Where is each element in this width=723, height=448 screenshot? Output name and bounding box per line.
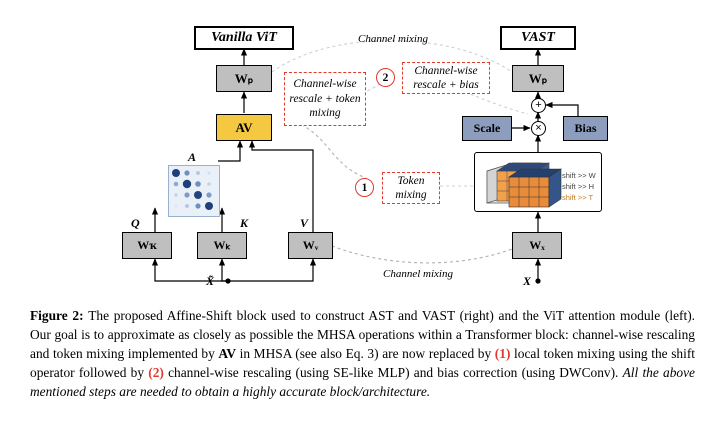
figure-caption: [30, 306, 695, 401]
caption-italic-tail: All the above mentioned steps are needed to obtain a highly accurate block/architecture.: [30, 365, 695, 400]
op-multiply: ×: [531, 121, 546, 136]
label-shift-w: shift >> W: [562, 171, 596, 180]
callout-rescale-token-mixing: Channel-wise rescale + token mixing: [284, 72, 366, 126]
callout-step-1: Token mixing: [382, 172, 440, 204]
label-shift-t: shift >> T: [562, 193, 594, 202]
step-1-marker: 1: [355, 178, 374, 197]
shift-operator-panel: [474, 152, 602, 212]
caption-segment-2: in MHSA (see also Eq. 3) are now replaced by: [236, 346, 495, 362]
node-wk: [197, 232, 247, 259]
caption-segment-4: channel-wise rescaling (using SE-like MLP) and bias correction (using DWConv).: [163, 365, 623, 381]
node-wx-right: [512, 232, 562, 259]
node-wk-label: Wₖ: [213, 238, 231, 252]
label-attention-matrix: A: [188, 150, 197, 164]
node-av: [216, 114, 272, 141]
annotation-channel-mixing-top: Channel mixing: [358, 33, 428, 45]
label-shift-h: shift >> H: [562, 182, 595, 191]
node-scale: [462, 116, 512, 141]
attention-matrix: [168, 165, 220, 217]
caption-av-bold: AV: [218, 346, 237, 362]
label-q: Q: [131, 216, 140, 230]
title-vast: [500, 26, 576, 50]
title-vast-label: VAST: [521, 30, 555, 45]
node-wp-left-label: Wₚ: [234, 70, 254, 86]
node-wq-label: Wҡ: [137, 238, 157, 252]
node-wv-label: Wᵥ: [302, 238, 319, 252]
node-wp-right: [512, 65, 564, 92]
label-x-tilde: X̃: [206, 274, 215, 288]
title-vanilla-vit: [194, 26, 294, 50]
label-x-right: X: [523, 274, 532, 288]
op-plus: +: [531, 98, 546, 113]
node-bias-label: Bias: [574, 121, 597, 135]
node-wq: [122, 232, 172, 259]
node-wp-left: [216, 65, 272, 92]
node-wx-right-label: Wₓ: [529, 238, 545, 252]
annotation-channel-mixing-bottom: Channel mixing: [383, 268, 453, 280]
node-scale-label: Scale: [473, 121, 501, 135]
step-2-marker: 2: [376, 68, 395, 87]
node-av-label: AV: [235, 119, 253, 135]
caption-segment-1: The proposed Affine-Shift block used to construct AST and VAST (right) and the ViT attention module (left). Our goal is to approximate as closely as possible the MHSA operations within a Transformer block: channel-wise rescaling and token mixing implemented by: [30, 308, 696, 362]
label-v: V: [300, 216, 309, 230]
callout-step-2: Channel-wise rescale + bias: [402, 62, 490, 94]
node-wv: [288, 232, 333, 259]
caption-marker-1: (1): [494, 346, 511, 362]
caption-marker-2: (2): [148, 365, 164, 381]
node-bias: [563, 116, 608, 141]
label-k: K: [240, 216, 249, 230]
caption-segment-3: local token mixing using the shift operator followed by: [30, 346, 695, 381]
node-wp-right-label: Wₚ: [528, 70, 548, 86]
title-vanilla-vit-label: Vanilla ViT: [211, 30, 277, 45]
caption-prefix: Figure 2:: [30, 308, 89, 323]
